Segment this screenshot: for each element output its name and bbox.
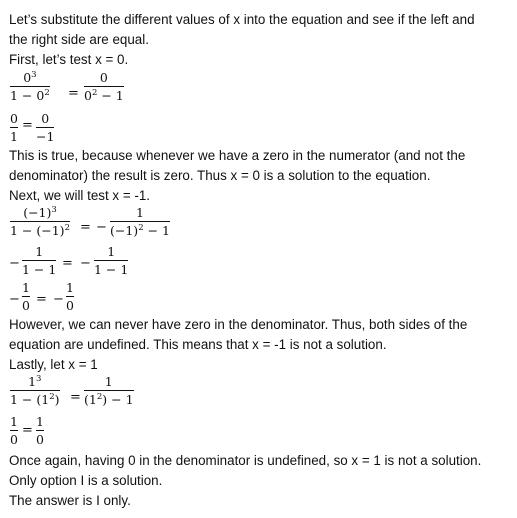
eq2-right-fraction: [36, 112, 54, 143]
eq6-right-fraction: [84, 375, 134, 406]
eq2-right-numerator: 0: [41, 111, 50, 126]
conclusion-line-2: Only option I is a solution.: [9, 473, 163, 488]
eq6-left-fraction: [10, 375, 60, 406]
eq5-left-denominator: 0: [22, 298, 30, 313]
eq2-right-denominator: −1: [36, 129, 55, 144]
eq5-right-minus-sign: −: [53, 292, 64, 307]
eq1-left-numerator: $0^3$: [23, 70, 37, 85]
eq7-left-denominator: 0: [10, 432, 18, 447]
eq2-left-denominator: 1: [10, 129, 18, 144]
eq1-left-denominator: $1 - 0^2$: [10, 88, 50, 103]
eq7-left-fraction: [10, 415, 18, 446]
eq5-left-numerator: 1: [22, 280, 30, 295]
zero-explanation-line-1: This is true, because whenever we have a zero in the numerator (and not the: [9, 148, 466, 163]
final-answer: The answer is I only.: [9, 493, 131, 508]
undefined-explanation-line-1: However, we can never have zero in the denominator. Thus, both sides of the: [9, 317, 468, 332]
eq7-right-fraction: [36, 415, 44, 446]
test-one-heading: Lastly, let x = 1: [9, 357, 98, 372]
eq5-right-fraction: [66, 281, 74, 312]
eq4-left-numerator: 1: [35, 244, 44, 259]
eq4-right-fraction: [94, 245, 128, 276]
conclusion-line-1: Once again, having 0 in the denominator is undefined, so x = 1 is not a solution.: [9, 453, 482, 468]
eq4-left-denominator: 1 − 1: [22, 262, 57, 277]
undefined-explanation-line-2: equation are undefined. This means that x = -1 is not a solution.: [9, 337, 387, 352]
eq7-right-denominator: 0: [36, 432, 44, 447]
eq3-right-fraction: [110, 206, 170, 237]
eq1-left-fraction: [10, 71, 50, 102]
zero-explanation-line-2: denominator) the result is zero. Thus x = 0 is a solution to the equation.: [9, 168, 431, 183]
eq1-right-fraction: [84, 71, 124, 102]
eq6-equals: =: [70, 390, 81, 405]
eq5-left-fraction: [22, 281, 30, 312]
eq7-left-numerator: 1: [10, 414, 18, 429]
eq1-right-denominator: $0^2 - 1$: [84, 88, 124, 103]
eq6-left-denominator: $1 - (1^2)$: [10, 392, 60, 407]
eq6-left-numerator: $1^3$: [28, 374, 42, 389]
eq3-left-numerator: $(-1)^3$: [23, 205, 57, 220]
eq4-left-fraction: [22, 245, 56, 276]
eq4-right-denominator: 1 − 1: [94, 262, 129, 277]
eq5-equals: =: [36, 292, 47, 307]
eq4-right-numerator: 1: [107, 244, 116, 259]
eq3-right-denominator: $(-1)^2 - 1$: [110, 223, 170, 238]
eq3-left-fraction: [10, 206, 70, 237]
eq4-right-minus-sign: −: [80, 256, 91, 271]
eq6-right-denominator: $(1^2) - 1$: [84, 392, 134, 407]
eq5-left-minus-sign: −: [9, 292, 20, 307]
eq2-left-numerator: 0: [10, 111, 18, 126]
eq1-right-numerator: 0: [99, 70, 108, 85]
eq3-minus-sign: −: [96, 220, 107, 235]
eq5-right-numerator: 1: [66, 280, 74, 295]
eq5-right-denominator: 0: [66, 298, 74, 313]
test-minus-one-heading: Next, we will test x = -1.: [9, 188, 151, 203]
intro-line-1: Let’s substitute the different values of x into the equation and see if the left and: [9, 12, 475, 27]
test-zero-heading: First, let’s test x = 0.: [9, 52, 129, 67]
eq4-left-minus-sign: −: [9, 256, 20, 271]
eq6-right-numerator: 1: [104, 374, 113, 389]
eq2-left-fraction: [10, 112, 18, 143]
eq7-equals: =: [22, 423, 33, 438]
eq3-left-denominator: $1 - (-1)^2$: [10, 223, 70, 238]
intro-line-2: the right side are equal.: [9, 32, 149, 47]
eq3-right-numerator: 1: [136, 205, 144, 220]
eq2-equals: =: [22, 118, 33, 133]
eq3-equals: =: [80, 220, 91, 235]
eq1-equals: =: [68, 86, 79, 101]
eq4-equals: =: [62, 256, 73, 271]
eq7-right-numerator: 1: [36, 414, 44, 429]
